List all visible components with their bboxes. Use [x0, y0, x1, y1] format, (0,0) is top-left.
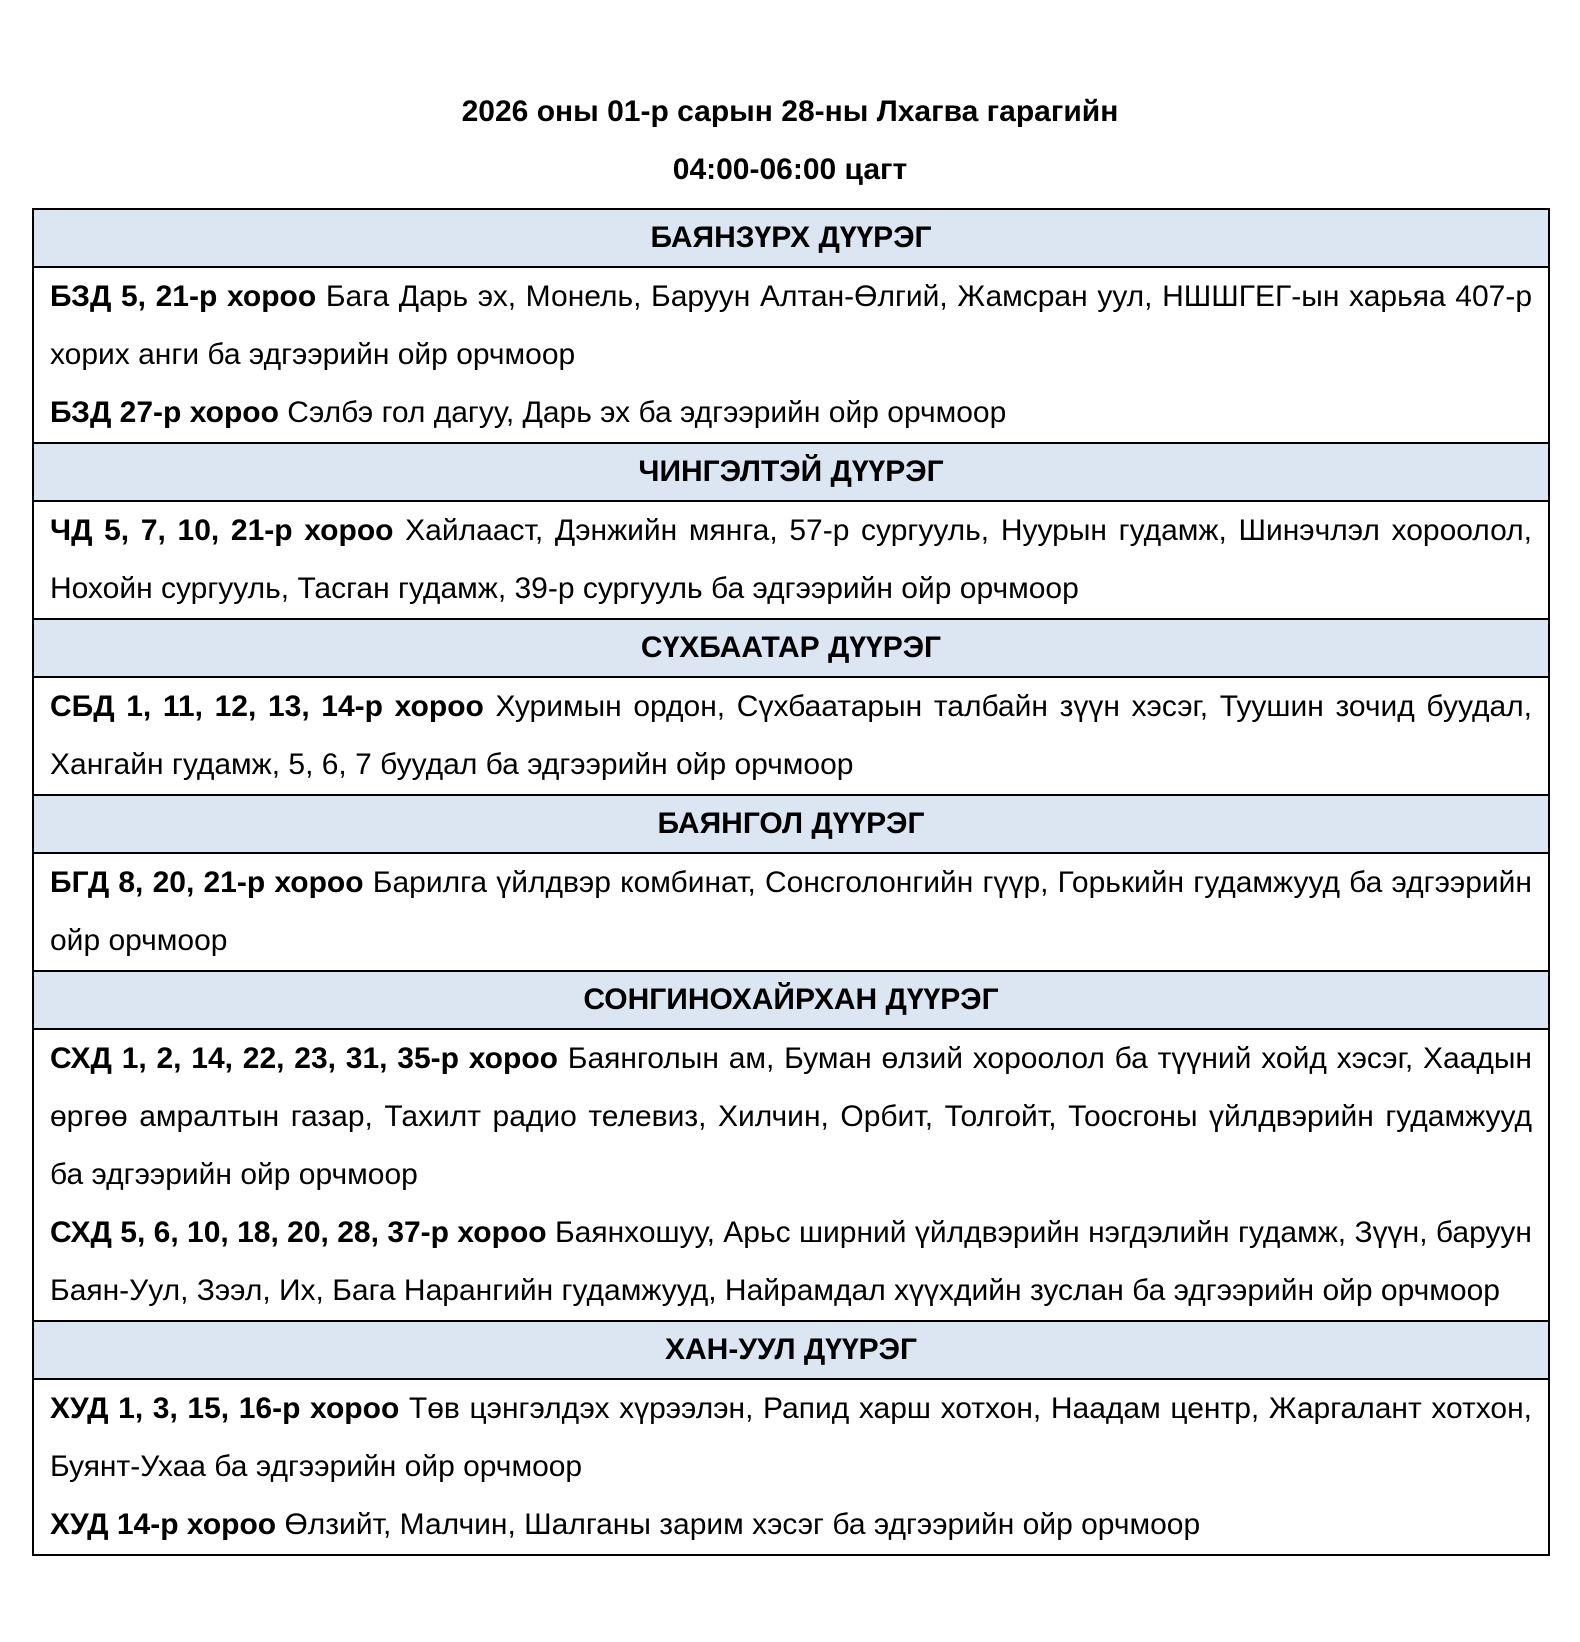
district-body-khan-uul	[34, 1380, 1548, 1556]
page-title-date: 2026 оны 01-р сарын 28-ны Лхагва гарагийн	[461, 95, 1119, 128]
entry-text: Барилга үйлдвэр комбинат, Сонсголонгийн гүүр, Горькийн гудамжууд ба эдгээрийн ойр орчмоор	[50, 866, 1532, 957]
entry-area: СБД 1, 11, 12, 13, 14-р хороо	[50, 690, 484, 723]
district-header-bayangol: БАЯНГОЛ ДҮҮРЭГ	[34, 796, 1548, 854]
district-body-bayanzurkh	[34, 268, 1548, 444]
entry	[50, 268, 1532, 384]
entry-area: ХУД 1, 3, 15, 16-р хороо	[50, 1392, 400, 1425]
district-header-songinokhairkhan: СОНГИНОХАЙРХАН ДҮҮРЭГ	[34, 972, 1548, 1030]
entry	[50, 678, 1532, 794]
entry-area: ХУД 14-р хороо	[50, 1508, 277, 1541]
entry-area: СХД 5, 6, 10, 18, 20, 28, 37-р хороо	[50, 1216, 547, 1249]
entry-text: Хуримын ордон, Сүхбаатарын талбайн зүүн хэсэг, Туушин зочид буудал, Хангайн гудамж, 5, 6, 7 буудал ба эдгээрийн ойр орчмоор	[50, 690, 1532, 781]
entry	[50, 1030, 1532, 1204]
entry-area: БЗД 27-р хороо	[50, 396, 279, 429]
district-header-chingeltei: ЧИНГЭЛТЭЙ ДҮҮРЭГ	[34, 444, 1548, 502]
entry-text: Сэлбэ гол дагуу, Дарь эх ба эдгээрийн ойр орчмоор	[278, 396, 1007, 429]
entry	[50, 1496, 1532, 1554]
entry	[50, 1380, 1532, 1496]
district-body-sukhbaatar	[34, 678, 1548, 796]
entry-area: ЧД 5, 7, 10, 21-р хороо	[50, 514, 394, 547]
entry-text: Төв цэнгэлдэх хүрээлэн, Рапид харш хотхон, Наадам центр, Жаргалант хотхон, Буянт-Ухаа ба эдгээрийн ойр орчмоор	[50, 1392, 1532, 1483]
entry	[50, 1204, 1532, 1320]
entry-text: Хайлааст, Дэнжийн мянга, 57-р сургууль, Нуурын гудамж, Шинэчлэл хороолол, Нохойн сургууль, Тасган гудамж, 39-р сургууль ба эдгээрийн ойр орчмоор	[50, 514, 1532, 605]
entry-text: Өлзийт, Малчин, Шалганы зарим хэсэг ба эдгээрийн ойр орчмоор	[276, 1508, 1201, 1541]
entry-text: Бага Дарь эх, Монель, Баруун Алтан-Өлгий, Жамсран уул, НШШГЕГ-ын харьяа 407-р хорих анги ба эдгээрийн ойр орчмоор	[50, 280, 1533, 371]
entry	[50, 384, 1532, 442]
entry-area: БГД 8, 20, 21-р хороо	[50, 866, 364, 899]
district-header-sukhbaatar: СҮХБААТАР ДҮҮРЭГ	[34, 620, 1548, 678]
district-body-songinokhairkhan	[34, 1030, 1548, 1322]
entry-text: Баянголын ам, Буман өлзий хороолол ба түүний хойд хэсэг, Хаадын өргөө амралтын газар, Тахилт радио телевиз, Хилчин, Орбит, Толгойт, Тоосгоны үйлдвэрийн гудамжууд ба эдгээрийн ойр орчмоор	[50, 1042, 1532, 1191]
district-body-bayangol	[34, 854, 1548, 972]
outage-schedule-table	[32, 208, 1550, 1556]
entry-area: СХД 1, 2, 14, 22, 23, 31, 35-р хороо	[50, 1042, 558, 1075]
page-title-time: 04:00-06:00 цагт	[672, 153, 908, 186]
entry-text: Баянхошуу, Арьс ширний үйлдвэрийн нэгдэлийн гудамж, Зүүн, баруун Баян-Уул, Зээл, Их, Бага Нарангийн гудамжууд, Найрамдал хүүхдийн зуслан ба эдгээрийн ойр орчмоор	[50, 1216, 1532, 1307]
entry-area: БЗД 5, 21-р хороо	[50, 280, 317, 313]
district-header-bayanzurkh: БАЯНЗҮРХ ДҮҮРЭГ	[34, 210, 1548, 268]
district-header-khan-uul: ХАН-УУЛ ДҮҮРЭГ	[34, 1322, 1548, 1380]
entry	[50, 502, 1532, 618]
entry	[50, 854, 1532, 970]
district-body-chingeltei	[34, 502, 1548, 620]
